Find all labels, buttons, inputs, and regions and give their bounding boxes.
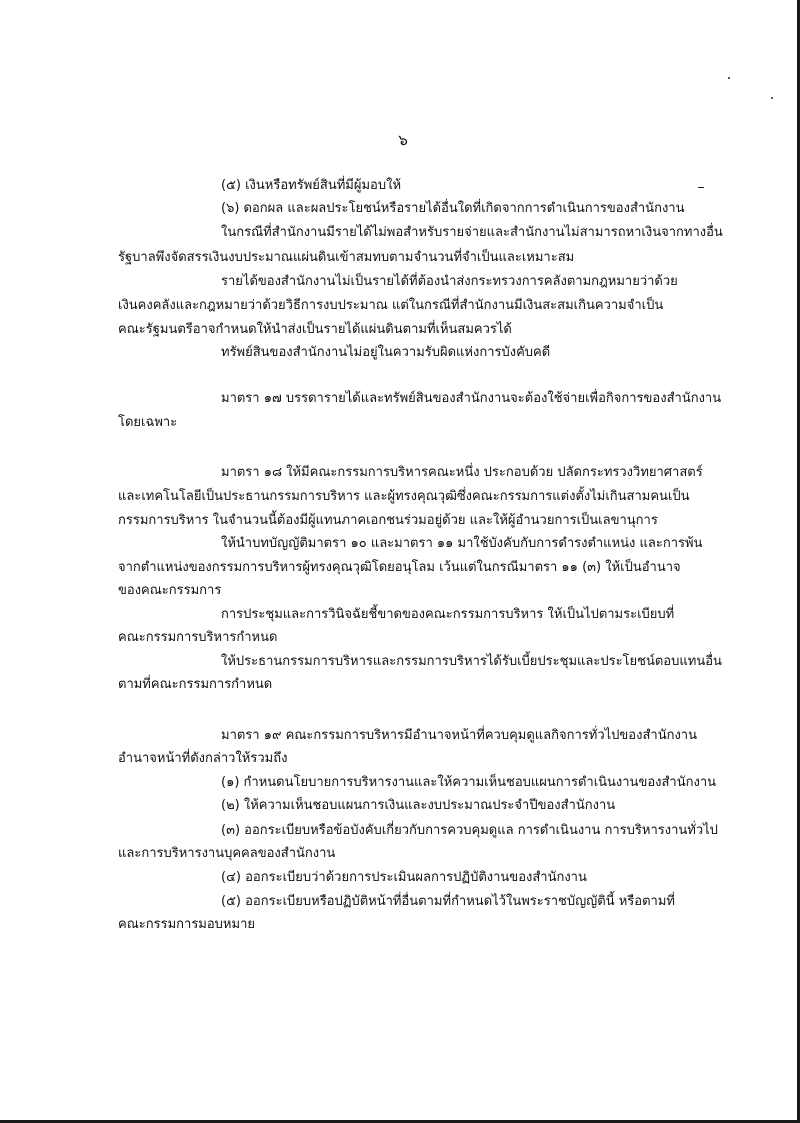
text-line: และการบริหารงานบุคคลของสำนักงาน bbox=[118, 846, 336, 861]
text-line: (๕) เงินหรือทรัพย์สินที่มีผู้มอบให้ bbox=[221, 178, 402, 193]
text-line: การประชุมและการวินิจฉัยชี้ขาดของคณะกรรมการบริหาร ให้เป็นไปตามระเบียบที่ bbox=[221, 607, 675, 622]
text-line: ทรัพย์สินของสำนักงานไม่อยู่ในความรับผิดแห่งการบังคับคดี bbox=[221, 345, 551, 360]
list-item: (๔) ออกระเบียบว่าด้วยการประเมินผลการปฏิบัติงานของสำนักงาน bbox=[221, 870, 587, 885]
text-line: ตามที่คณะกรรมการกำหนด bbox=[118, 677, 273, 692]
text-line: คณะรัฐมนตรีอาจกำหนดให้นำส่งเป็นรายได้แผ่นดินตามที่เห็นสมควรได้ bbox=[118, 322, 512, 337]
text-line: กรรมการบริหาร ในจำนวนนี้ต้องมีผู้แทนภาคเอกชนร่วมอยู่ด้วย และให้ผู้อำนวยการเป็นเลขานุการ bbox=[118, 513, 658, 528]
page-number: ๖ bbox=[398, 131, 408, 149]
list-item: (๕) ออกระเบียบหรือปฏิบัติหน้าที่อื่นตามที่กำหนดไว้ในพระราชบัญญัตินี้ หรือตามที่ bbox=[221, 894, 675, 909]
text-line: รัฐบาลพึงจัดสรรเงินงบประมาณแผ่นดินเข้าสมทบตามจำนวนที่จำเป็นและเหมาะสม bbox=[118, 250, 575, 265]
scan-speck bbox=[771, 97, 773, 99]
text-line: จากตำแหน่งของกรรมการบริหารผู้ทรงคุณวุฒิโดยอนุโลม เว้นแต่ในกรณีมาตรา ๑๑ (๓) ให้เป็นอำนาจ bbox=[118, 560, 681, 575]
text-line: ให้นำบทบัญญัติมาตรา ๑๐ และมาตรา ๑๑ มาใช้บังคับกับการดำรงตำแหน่ง และการพ้น bbox=[221, 536, 703, 551]
section-19-heading: มาตรา ๑๙ คณะกรรมการบริหารมีอำนาจหน้าที่ควบคุมดูแลกิจการทั่วไปของสำนักงาน bbox=[221, 728, 697, 743]
text-line: คณะกรรมการมอบหมาย bbox=[118, 917, 255, 932]
text-line: คณะกรรมการบริหารกำหนด bbox=[118, 630, 278, 645]
text-line: ในกรณีที่สำนักงานมีรายได้ไม่พอสำหรับรายจ่ายและสำนักงานไม่สามารถหาเงินจากทางอื่น bbox=[221, 225, 723, 240]
list-item: (๓) ออกระเบียบหรือข้อบังคับเกี่ยวกับการควบคุมดูแล การดำเนินงาน การบริหารงานทั่วไป bbox=[221, 823, 718, 838]
text-line: อำนาจหน้าที่ดังกล่าวให้รวมถึง bbox=[118, 751, 288, 766]
list-item: (๑) กำหนดนโยบายการบริหารงานและให้ความเห็นชอบแผนการดำเนินงานของสำนักงาน bbox=[221, 775, 717, 790]
section-17-heading: มาตรา ๑๗ บรรดารายได้และทรัพย์สินของสำนักงานจะต้องใช้จ่ายเพื่อกิจการของสำนักงาน bbox=[221, 391, 722, 406]
text-line: ให้ประธานกรรมการบริหารและกรรมการบริหารได้รับเบี้ยประชุมและประโยชน์ตอบแทนอื่น bbox=[221, 654, 722, 669]
text-line: (๖) ดอกผล และผลประโยชน์หรือรายได้อื่นใดที่เกิดจากการดำเนินการของสำนักงาน bbox=[221, 201, 685, 216]
scan-speck bbox=[728, 77, 730, 79]
text-line: เงินคงคลังและกฎหมายว่าด้วยวิธีการงบประมาณ แต่ในกรณีที่สำนักงานมีเงินสะสมเกินความจำเป็น bbox=[118, 298, 664, 313]
text-line: โดยเฉพาะ bbox=[118, 415, 178, 430]
text-line: และเทคโนโลยีเป็นประธานกรรมการบริหาร และผู้ทรงคุณวุฒิซึ่งคณะกรรมการแต่งตั้งไม่เกินสามคนเป็น bbox=[118, 489, 690, 504]
list-item: (๒) ให้ความเห็นชอบแผนการเงินและงบประมาณประจำปีของสำนักงาน bbox=[221, 798, 616, 813]
text-line: รายได้ของสำนักงานไม่เป็นรายได้ที่ต้องนำส่งกระทรวงการคลังตามกฎหมายว่าด้วย bbox=[221, 274, 678, 289]
section-18-heading: มาตรา ๑๘ ให้มีคณะกรรมการบริหารคณะหนึ่ง ประกอบด้วย ปลัดกระทรวงวิทยาศาสตร์ bbox=[221, 465, 703, 480]
scan-speck bbox=[698, 187, 704, 188]
text-line: ของคณะกรรมการ bbox=[118, 583, 222, 598]
